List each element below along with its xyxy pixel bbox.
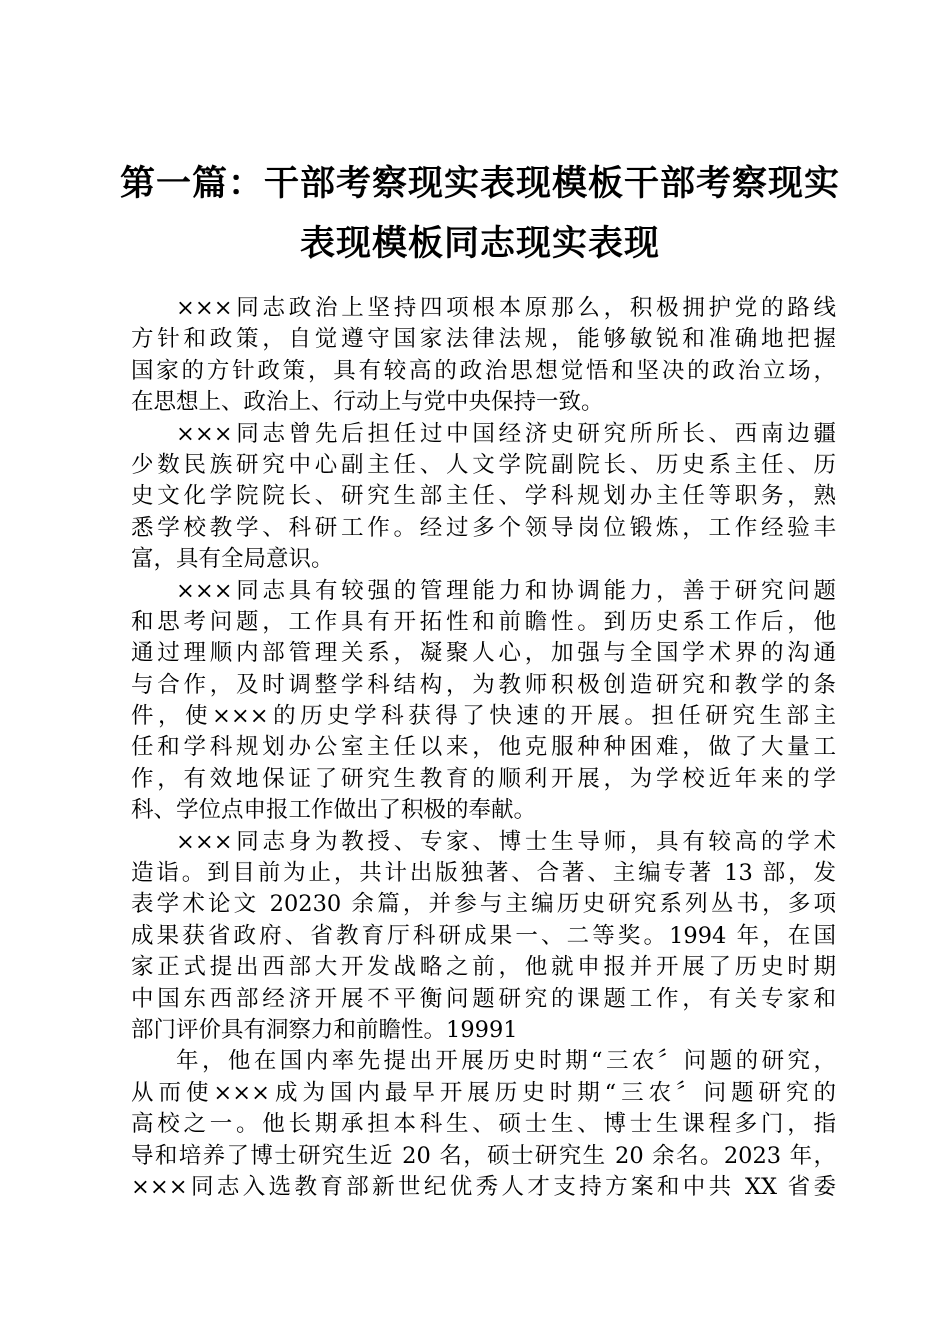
body-line: 成果获省政府、省教育厅科研成果一、二等奖。1994 年，在国 <box>131 922 836 949</box>
body-line: 史文化学院院长、研究生部主任、学科规划办主任等职务，熟 <box>131 483 836 510</box>
body-line: 与合作，及时调整学科结构，为教师积极创造研究和教学的条 <box>131 671 836 698</box>
body-line: 在思想上、政治上、行动上与党中央保持一致。 <box>131 389 604 416</box>
body-line: 作，有效地保证了研究生教育的顺利开展，为学校近年来的学 <box>131 765 836 792</box>
body-line: 部门评价具有洞察力和前瞻性。19991 <box>131 1016 518 1043</box>
body-line: 任和学科规划办公室主任以来，他克服种种困难，做了大量工 <box>131 734 836 761</box>
body-line: 年，他在国内率先提出开展历史时期“三农〞问题的研究， <box>176 1048 836 1075</box>
body-line: ×××同志具有较强的管理能力和协调能力，善于研究问题 <box>176 577 836 604</box>
body-line: 少数民族研究中心副主任、人文学院副院长、历史系主任、历 <box>131 451 836 478</box>
body-line: 高校之一。他长期承担本科生、硕士生、博士生课程多门，指 <box>131 1111 836 1138</box>
body-line: 国家的方针政策，具有较高的政治思想觉悟和坚决的政治立场， <box>131 357 836 384</box>
body-line: 科、学位点申报工作做出了积极的奉献。 <box>131 797 537 824</box>
body-line: ×××同志身为教授、专家、博士生导师，具有较高的学术 <box>176 828 836 855</box>
document-title-line-2: 表现模板同志现实表现 <box>299 223 660 264</box>
body-line: 表学术论文 20230 余篇，并参与主编历史研究系列丛书，多项 <box>131 891 836 918</box>
body-line: ×××同志曾先后担任过中国经济史研究所所长、西南边疆 <box>176 420 836 447</box>
body-line: 件，使×××的历史学科获得了快速的开展。担任研究生部主 <box>131 703 836 730</box>
document-body <box>131 293 836 1203</box>
body-line: 从而使×××成为国内最早开展历史时期“三农〞问题研究的 <box>131 1079 836 1106</box>
body-line: ×××同志入选教育部新世纪优秀人才支持方案和中共 XX 省委 <box>131 1173 836 1200</box>
body-line: 通过理顺内部管理关系，凝聚人心，加强与全国学术界的沟通 <box>131 640 836 667</box>
body-line: 家正式提出西部大开发战略之前，他就申报并开展了历史时期 <box>131 954 836 981</box>
body-line: 富，具有全局意识。 <box>131 546 334 573</box>
body-line: 悉学校教学、科研工作。经过多个领导岗位锻炼，工作经验丰 <box>131 514 836 541</box>
body-line: 方针和政策，自觉遵守国家法律法规，能够敏锐和准确地把握 <box>131 326 836 353</box>
body-line: 造诣。到目前为止，共计出版独著、合著、主编专著 13 部，发 <box>131 860 836 887</box>
document-title-line-1: 第一篇：干部考察现实表现模板干部考察现实 <box>120 163 841 204</box>
body-line: 和思考问题，工作具有开拓性和前瞻性。到历史系工作后，他 <box>131 608 836 635</box>
body-line: 导和培养了博士研究生近 20 名，硕士研究生 20 余名。2023 年， <box>131 1142 836 1169</box>
body-line: 中国东西部经济开展不平衡问题研究的课题工作，有关专家和 <box>131 985 836 1012</box>
body-line: ×××同志政治上坚持四项根本原那么，积极拥护党的路线 <box>176 295 836 321</box>
